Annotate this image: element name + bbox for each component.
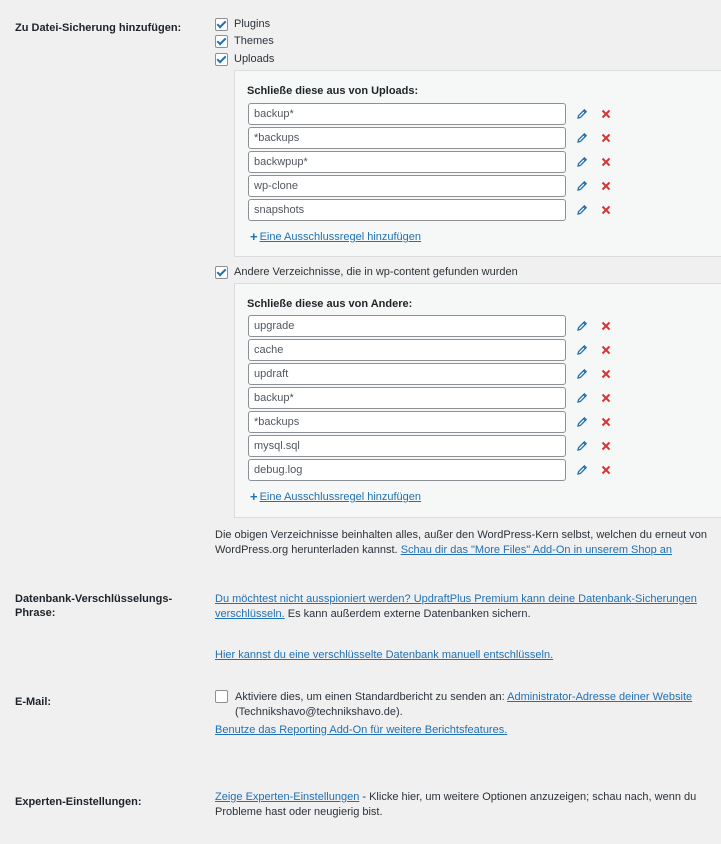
plugins-label: Plugins <box>234 18 271 30</box>
exclude-row <box>248 339 618 361</box>
directories-info <box>215 528 715 558</box>
plus-icon: + <box>250 489 258 504</box>
exclude-row <box>248 103 618 125</box>
reporting-addon-row <box>215 723 715 738</box>
exclude-input[interactable]: backwpup* <box>248 151 566 173</box>
exclude-input[interactable]: *backups <box>248 127 566 149</box>
delete-x-icon[interactable] <box>594 417 618 427</box>
edit-pencil-icon[interactable] <box>570 204 594 216</box>
edit-pencil-icon[interactable] <box>570 156 594 168</box>
plus-icon: + <box>250 229 258 244</box>
delete-x-icon[interactable] <box>594 345 618 355</box>
edit-pencil-icon[interactable] <box>570 344 594 356</box>
others-exclude-title: Schließe diese aus von Andere: <box>247 298 413 310</box>
plugins-checkbox[interactable] <box>215 18 228 31</box>
file-backup-label: Zu Datei-Sicherung hinzufügen: <box>15 22 182 34</box>
exclude-row <box>248 435 618 457</box>
delete-x-icon[interactable] <box>594 393 618 403</box>
expert-settings-label: Experten-Einstellungen: <box>15 796 142 808</box>
directories-info-text: Die obigen Verzeichnisse beinhalten alles, außer den WordPress-Kern selbst, welchen du erneut von WordPress.org herunterladen kannst. <box>215 529 708 556</box>
exclude-input[interactable]: upgrade <box>248 315 566 337</box>
delete-x-icon[interactable] <box>594 109 618 119</box>
email-label: E-Mail: <box>15 696 52 708</box>
others-label: Andere Verzeichnisse, die in wp-content gefunden wurden <box>234 266 518 278</box>
uploads-option[interactable] <box>215 51 274 67</box>
db-encryption-info <box>215 592 715 622</box>
decrypt-database-link[interactable]: Hier kannst du eine verschlüsselte Datenbank manuell entschlüsseln. <box>215 649 554 661</box>
exclude-input[interactable]: snapshots <box>248 199 566 221</box>
admin-address-link[interactable]: Administrator-Adresse deiner Website <box>507 691 693 703</box>
email-report-description: Aktiviere dies, um einen Standardbericht zu senden an: <box>235 691 505 703</box>
db-encryption-label-line2: Phrase: <box>15 607 56 619</box>
exclude-row <box>248 411 618 433</box>
delete-x-icon[interactable] <box>594 205 618 215</box>
uploads-label: Uploads <box>234 53 275 65</box>
edit-pencil-icon[interactable] <box>570 180 594 192</box>
others-checkbox[interactable] <box>215 266 228 279</box>
reporting-addon-link[interactable]: Benutze das Reporting Add-On für weitere Berichtsfeatures. <box>215 724 508 736</box>
add-exclude-rule-others[interactable] <box>250 491 421 503</box>
decrypt-row <box>215 648 715 663</box>
email-report-checkbox-wrap[interactable] <box>215 690 228 703</box>
email-report-checkbox[interactable] <box>215 690 228 703</box>
delete-x-icon[interactable] <box>594 157 618 167</box>
email-report-text <box>235 690 715 720</box>
others-option[interactable] <box>215 264 518 280</box>
exclude-input[interactable]: *backups <box>248 411 566 433</box>
more-files-addon-link[interactable]: Schau dir das "More Files" Add-On in unserem Shop an <box>400 544 673 556</box>
exclude-row <box>248 199 618 221</box>
exclude-row <box>248 459 618 481</box>
exclude-row <box>248 387 618 409</box>
exclude-input[interactable]: backup* <box>248 103 566 125</box>
edit-pencil-icon[interactable] <box>570 464 594 476</box>
expert-settings-info <box>215 790 705 820</box>
delete-x-icon[interactable] <box>594 465 618 475</box>
premium-encryption-link[interactable]: Du möchtest nicht ausspioniert werden? UpdraftPlus Premium kann deine Datenbank-Sicherungen <box>215 593 697 605</box>
exclude-input[interactable]: backup* <box>248 387 566 409</box>
edit-pencil-icon[interactable] <box>570 416 594 428</box>
uploads-exclude-title: Schließe diese aus von Uploads: <box>247 85 419 97</box>
delete-x-icon[interactable] <box>594 321 618 331</box>
edit-pencil-icon[interactable] <box>570 392 594 404</box>
db-encryption-label <box>15 592 172 620</box>
add-exclude-rule-link[interactable]: Eine Ausschlussregel hinzufügen <box>259 491 422 503</box>
exclude-input[interactable]: mysql.sql <box>248 435 566 457</box>
expert-settings-description: - Klicke hier, um weitere Optionen anzuzeigen; schau nach, wenn du Probleme hast oder neugierig bist. <box>215 791 697 818</box>
email-address: (Technikshavo@technikshavo.de). <box>235 706 403 718</box>
add-exclude-rule-uploads[interactable] <box>250 231 421 243</box>
edit-pencil-icon[interactable] <box>570 132 594 144</box>
exclude-row <box>248 151 618 173</box>
edit-pencil-icon[interactable] <box>570 368 594 380</box>
premium-encryption-text: Es kann außerdem externe Datenbanken sichern. <box>287 608 531 620</box>
exclude-row <box>248 363 618 385</box>
delete-x-icon[interactable] <box>594 441 618 451</box>
exclude-input[interactable]: cache <box>248 339 566 361</box>
exclude-row <box>248 315 618 337</box>
exclude-input[interactable]: updraft <box>248 363 566 385</box>
exclude-row <box>248 127 618 149</box>
db-encryption-label-line1: Datenbank-Verschlüsselungs- <box>15 593 173 605</box>
premium-encryption-link-cont[interactable]: verschlüsseln. <box>215 608 285 620</box>
show-expert-settings-link[interactable]: Zeige Experten-Einstellungen <box>215 791 360 803</box>
uploads-exclude-panel <box>234 70 721 257</box>
delete-x-icon[interactable] <box>594 181 618 191</box>
edit-pencil-icon[interactable] <box>570 440 594 452</box>
edit-pencil-icon[interactable] <box>570 320 594 332</box>
others-exclude-panel <box>234 283 721 518</box>
exclude-input[interactable]: debug.log <box>248 459 566 481</box>
exclude-row <box>248 175 618 197</box>
exclude-input[interactable]: wp-clone <box>248 175 566 197</box>
themes-label: Themes <box>234 35 274 47</box>
add-exclude-rule-link[interactable]: Eine Ausschlussregel hinzufügen <box>259 231 422 243</box>
edit-pencil-icon[interactable] <box>570 108 594 120</box>
uploads-checkbox[interactable] <box>215 53 228 66</box>
themes-checkbox[interactable] <box>215 35 228 48</box>
delete-x-icon[interactable] <box>594 133 618 143</box>
delete-x-icon[interactable] <box>594 369 618 379</box>
plugins-option[interactable] <box>215 16 270 32</box>
themes-option[interactable] <box>215 33 274 49</box>
